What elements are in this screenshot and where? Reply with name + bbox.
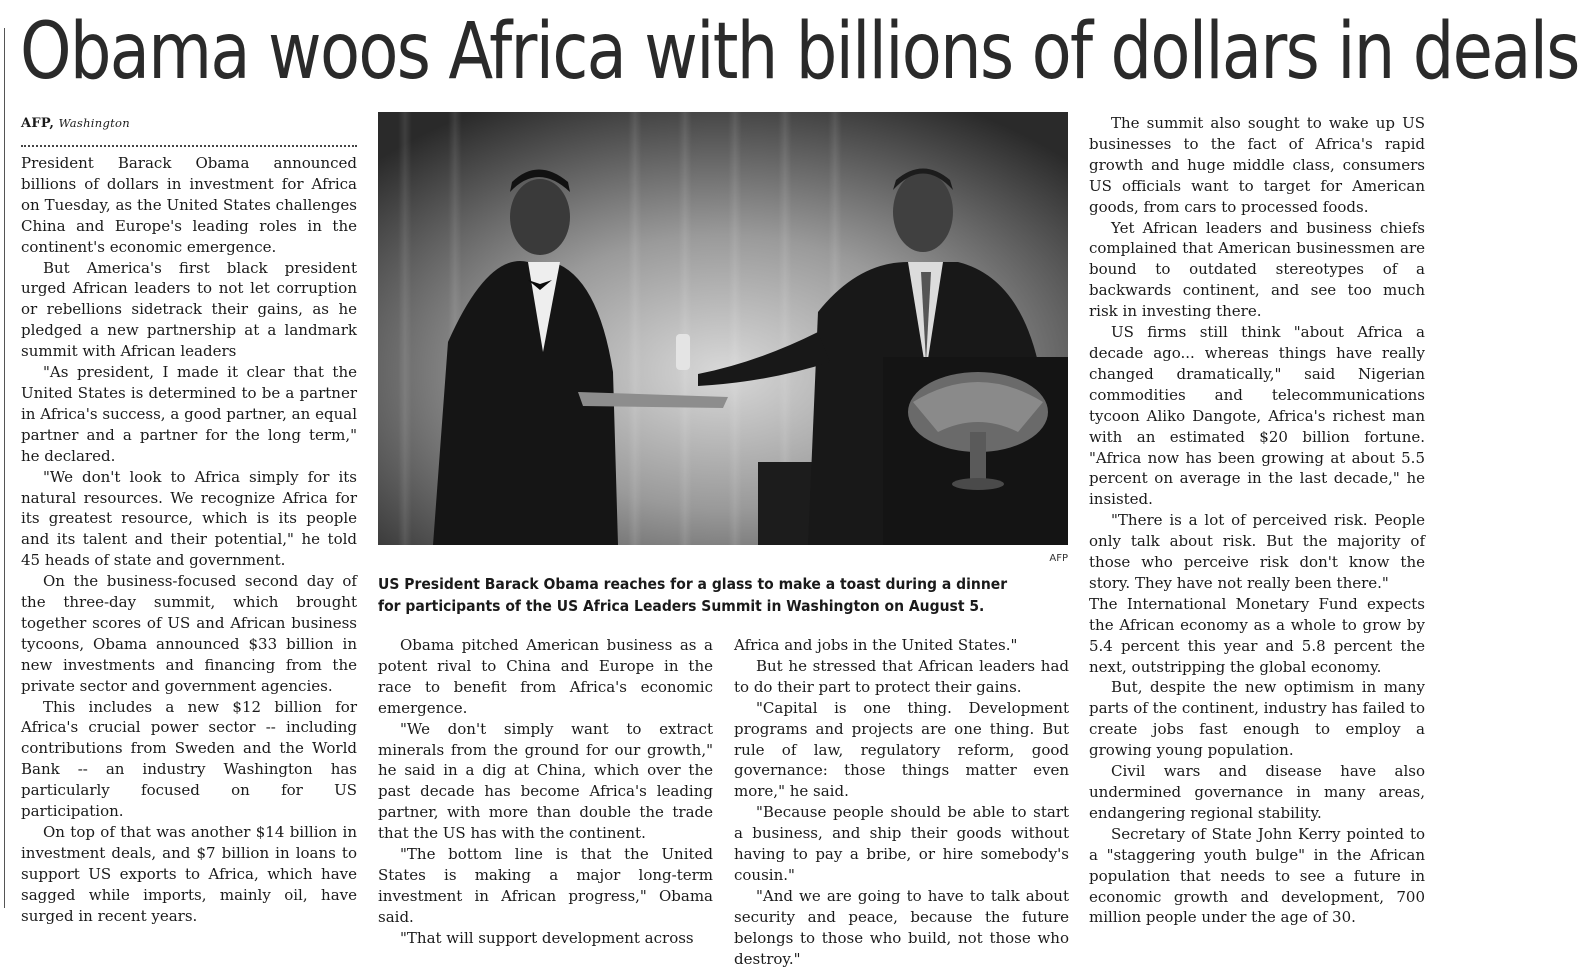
paragraph: "And we are going to have to talk about security and peace, because the future belongs to those who build, not those who destroy." bbox=[734, 886, 1069, 968]
paragraph: "Because people should be able to start a business, and ship their goods without having to pay a bribe, or hire somebody's cousin." bbox=[734, 803, 1069, 884]
paragraph: "There is a lot of perceived risk. People only talk about risk. But the majority of those who perceive risk don't know the story. They have not really been there." bbox=[1089, 511, 1425, 592]
paragraph: But, despite the new optimism in many parts of the continent, industry has failed to create jobs fast enough to employ a growing young population. bbox=[1089, 678, 1425, 760]
photo-credit: AFP bbox=[1049, 553, 1068, 564]
paragraph: This includes a new $12 billion for Africa's crucial power sector -- including contributions from Sweden and the World Bank -- an industry Washington has particularly focused on for US participation. bbox=[21, 697, 357, 821]
photo-caption: US President Barack Obama reaches for a glass to make a toast during a dinner for participants of the US Africa Leaders Summit in Washington on August 5. bbox=[378, 575, 1008, 615]
paragraph: Africa and jobs in the United States." bbox=[734, 636, 1018, 654]
left-column-rule bbox=[4, 28, 5, 908]
paragraph: But he stressed that African leaders had to do their part to protect their gains. bbox=[734, 656, 1069, 696]
paragraph: On the business-focused second day of the three-day summit, which brought together scores of US and African business tycoons, Obama announced $33 billion in new investments and financing from the private sector and government agencies. bbox=[21, 572, 357, 695]
paragraph: On top of that was another $14 billion in investment deals, and $7 billion in loans to support US exports to Africa, which have sagged while imports, mainly oil, have surged in recent years. bbox=[21, 823, 357, 925]
paragraph: Secretary of State John Kerry pointed to a "staggering youth bulge" in the African population that needs to see a future in economic growth and development, 700 million people under the age of 30. bbox=[1089, 824, 1425, 927]
paragraph: "That will support development across bbox=[400, 928, 694, 947]
article-column-1 bbox=[21, 112, 357, 925]
paragraph: US firms still think "about Africa a decade ago... whereas things have really changed dramatically," said Nigerian commodities and telecommunications tycoon Aliko Dangote, Africa's richest man with an estimated $20 billion fortune. "Africa now has been growing at about 5.5 percent on average in the last decade," he insisted. bbox=[1089, 323, 1425, 509]
paragraph: President Barack Obama announced billions of dollars in investment for Africa on Tuesday, as the United States challenges China and Europe's leading roles in the continent's economic emergence. bbox=[21, 154, 357, 256]
article-column-2 bbox=[378, 635, 713, 947]
paragraph: "We don't look to Africa simply for its natural resources. We recognize Africa for its greatest resource, which is its people and its talent and their potential," he told 45 heads of state and government. bbox=[21, 467, 357, 570]
byline-agency: AFP, bbox=[21, 116, 55, 131]
paragraph: The summit also sought to wake up US businesses to the fact of Africa's rapid growth and huge middle class, consumers US officials want to target for American goods, from cars to processed foods. bbox=[1089, 114, 1425, 216]
photo-illustration bbox=[378, 112, 1068, 545]
headline: Obama woos Africa with billions of dollars in deals bbox=[20, 7, 1579, 97]
paragraph: The International Monetary Fund expects the African economy as a whole to grow by 5.4 percent this year and 5.8 percent the next, outstripping the global economy. bbox=[1089, 594, 1425, 676]
paragraph: Yet African leaders and business chiefs complained that American businessmen are bound to outdated stereotypes of a backwards continent, and see too much risk in investing there. bbox=[1089, 218, 1425, 321]
paragraph: "The bottom line is that the United States is making a major long-term investment in African progress," Obama said. bbox=[378, 845, 713, 926]
paragraph: But America's first black president urged African leaders to not let corruption or rebellions sidetrack their gains, as he pledged a new partnership at a landmark summit with African leaders bbox=[21, 258, 357, 361]
paragraph: "We don't simply want to extract minerals from the ground for our growth," he said in a dig at China, which over the past decade has become Africa's leading partner, with more than double the trade that the US has with the continent. bbox=[378, 719, 713, 843]
paragraph: Obama pitched American business as a potent rival to China and Europe in the race to benefit from Africa's economic emergence. bbox=[378, 636, 713, 717]
byline-dotted-rule bbox=[21, 139, 357, 147]
article-column-3 bbox=[734, 635, 1069, 968]
news-photo bbox=[378, 112, 1068, 545]
byline-city: Washington bbox=[58, 116, 130, 130]
article-column-4 bbox=[1089, 113, 1425, 927]
paragraph: "Capital is one thing. Development programs and projects are one thing. But rule of law, regulatory reform, good governance: those things matter even more," he said. bbox=[734, 698, 1069, 801]
paragraph: "As president, I made it clear that the United States is determined to be a partner in Africa's success, a good partner, an equal partner and a partner for the long term," he declared. bbox=[21, 363, 357, 465]
byline bbox=[21, 112, 357, 135]
paragraph: Civil wars and disease have also undermined governance in many areas, endangering regional stability. bbox=[1089, 762, 1425, 822]
